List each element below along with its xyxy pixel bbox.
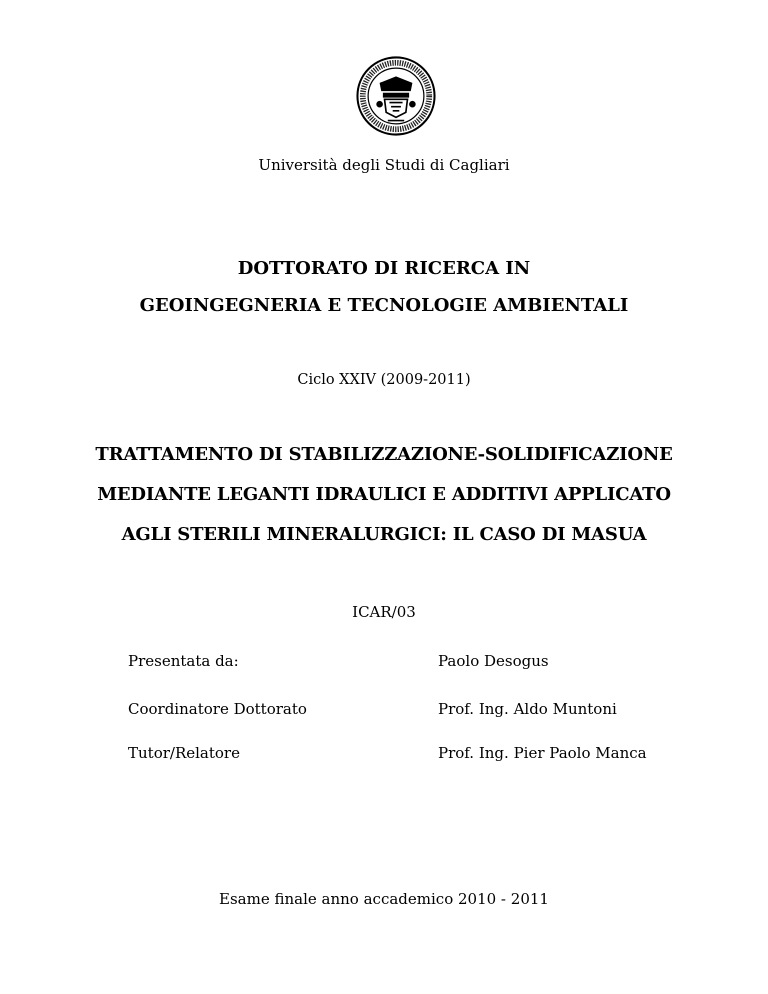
coordinator-row <box>0 700 768 724</box>
tutor-name: Prof. Ing. Pier Paolo Manca <box>438 744 647 762</box>
doctorate-heading: DOTTORATO DI RICERCA IN <box>237 258 531 279</box>
thesis-title-line: AGLI STERILI MINERALURGICI: IL CASO DI MASUA <box>121 524 647 545</box>
presenter-label: Presentata da: <box>128 652 239 670</box>
tutor-label: Tutor/Relatore <box>128 744 240 762</box>
tutor-row <box>0 744 768 768</box>
doctorate-cycle: Ciclo XXIV (2009-2011) <box>297 372 471 388</box>
scientific-sector: ICAR/03 <box>352 603 416 621</box>
thesis-title-line: TRATTAMENTO DI STABILIZZAZIONE-SOLIDIFICAZIONE <box>95 444 673 465</box>
presenter-name: Paolo Desogus <box>438 652 549 670</box>
doctorate-field: GEOINGEGNERIA E TECNOLOGIE AMBIENTALI <box>139 295 629 316</box>
university-seal-icon <box>355 55 437 137</box>
presenter-row <box>0 652 768 676</box>
university-name: Università degli Studi di Cagliari <box>258 156 510 174</box>
coordinator-name: Prof. Ing. Aldo Muntoni <box>438 700 617 718</box>
final-exam-year: Esame finale anno accademico 2010 - 2011 <box>219 890 549 908</box>
coordinator-label: Coordinatore Dottorato <box>128 700 307 718</box>
thesis-title-line: MEDIANTE LEGANTI IDRAULICI E ADDITIVI APPLICATO <box>97 484 671 505</box>
